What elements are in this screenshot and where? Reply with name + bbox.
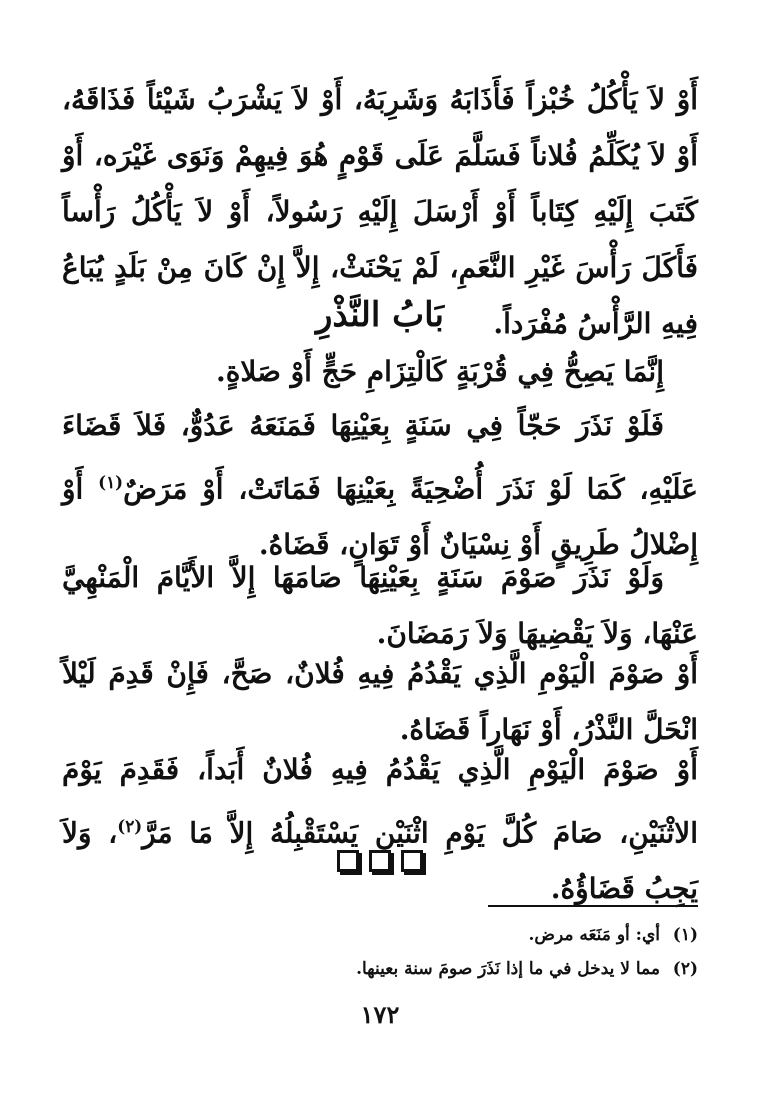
section-end-ornament bbox=[0, 850, 760, 872]
page-number: ١٧٢ bbox=[360, 1000, 400, 1029]
square-ornament-icon bbox=[401, 850, 423, 872]
paragraph-vow-hajj bbox=[62, 398, 698, 573]
paragraph-text: أَوْ إِضْلالُ طَرِيقٍ أَوْ نِسْيَانٌ أَوْ تَوَانٍ، قَضَاهُ. bbox=[62, 472, 698, 562]
definition-paragraph: إِنَّمَا يَصِحُّ فِي قُرْبَةٍ كَالْتِزَامِ حَجٍّ أَوْ صَلاةٍ. bbox=[215, 355, 664, 388]
footnote-divider bbox=[488, 905, 698, 907]
paragraph-vow-fast-year: وَلَوْ نَذَرَ صَوْمَ سَنَةٍ بِعَيْنِهَا صَامَهَا إِلاَّ الأَيَّامَ الْمَنْهِيَّ عَنْهَا، وَلاَ يَقْضِيهَا وَلاَ رَمَضَانَ. bbox=[62, 561, 698, 650]
chapter-title: بَابُ النَّذْرِ bbox=[316, 295, 444, 335]
paragraph-text: فَلَوْ نَذَرَ حَجّاً فِي سَنَةٍ بِعَيْنِهَا فَمَنَعَهُ عَدُوٌّ، فَلاَ قَضَاءَ عَلَيْهِ، كَمَا لَوْ نَذَرَ أُضْحِيَةً بِعَيْنِهَا فَمَاتَتْ، أَوْ مَرَضٌ bbox=[62, 409, 698, 506]
footnote-number: (١) bbox=[672, 925, 698, 945]
footnote-text: مما لا يدخل في ما إذا نَذَرَ صومَ سنة بعينها. bbox=[356, 959, 660, 979]
paragraph-text: ، وَلاَ يَجِبُ قَضَاؤُهُ. bbox=[62, 816, 698, 906]
paragraph-vow-arrival-forever bbox=[62, 742, 698, 917]
footnote-number: (٢) bbox=[672, 959, 698, 979]
square-ornament-icon bbox=[337, 850, 359, 872]
paragraph-vow-arrival-day: أَوْ صَوْمَ الْيَوْمِ الَّذِي يَقْدُمُ فِيهِ فُلانٌ، صَحَّ، فَإِنْ قَدِمَ لَيْلاً انْحَلَّ النَّذْرُ، أَوْ نَهَاراً قَضَاهُ. bbox=[62, 657, 698, 746]
footnotes bbox=[62, 918, 698, 986]
footnote-text: أي: أو مَنَعَه مرض. bbox=[528, 925, 660, 945]
footnote-2 bbox=[62, 952, 698, 986]
paragraph-text: أَوْ صَوْمَ الْيَوْمِ الَّذِي يَقْدُمُ فِيهِ فُلانٌ أَبَداً، فَقَدِمَ يَوْمَ الاثْنَيْنِ، صَامَ كُلَّ يَوْمِ اثْنَيْنِ يَسْتَقْبِلُهُ إِلاَّ مَا مَرَّ bbox=[62, 753, 698, 850]
intro-paragraph: أَوْ لاَ يَأْكُلُ خُبْزاً فَأَذَابَهُ وَشَرِبَهُ، أَوْ لاَ يَشْرَبُ شَيْئاً فَذَاقَهُ، أَوْ لاَ يُكَلِّمُ فُلاناً فَسَلَّمَ عَلَى قَوْمٍ هُوَ فِيهِمْ وَنَوَى غَيْرَه، أَوْ كَتَبَ إِلَيْهِ كِتَاباً أَوْ أَرْسَلَ إِلَيْهِ رَسُولاً، أَوْ لاَ يَأْكُلُ رَأْساً فَأَكَلَ رَأْسَ غَيْرِ النَّعَمِ، لَمْ يَحْنَثْ، إِلاَّ إِنْ كَانَ مِنْ بَلَدٍ يُبَاعُ فِيهِ الرَّأْسُ مُفْرَداً. bbox=[62, 83, 698, 340]
footnote-ref-2[interactable]: (٢) bbox=[117, 816, 143, 836]
footnote-ref-1[interactable]: (١) bbox=[98, 472, 124, 492]
footnote-1 bbox=[62, 918, 698, 952]
square-ornament-icon bbox=[369, 850, 391, 872]
